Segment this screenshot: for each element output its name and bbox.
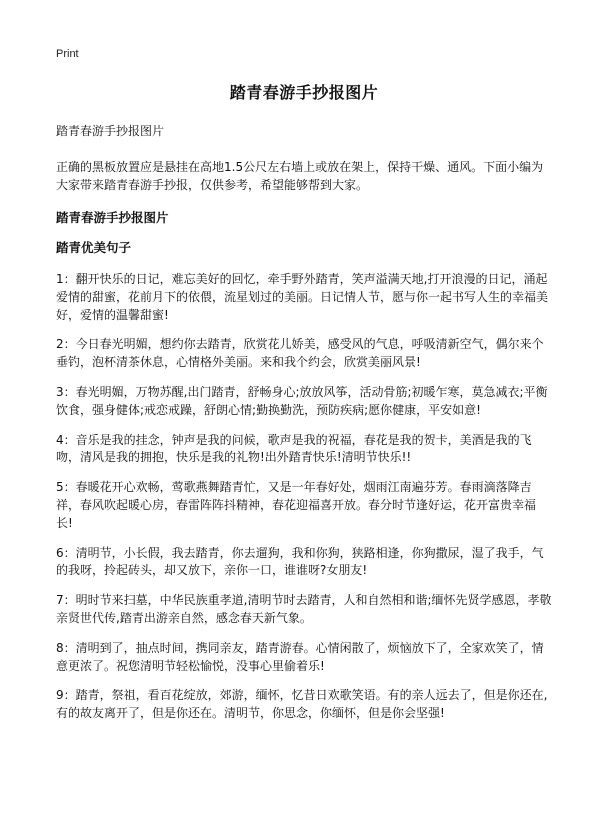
- section-heading: 踏青春游手抄报图片: [56, 210, 169, 225]
- list-item: 1：翻开快乐的日记，难忘美好的回忆，牵手野外踏青，笑声溢满天地,打开浪漫的日记，涌起爱情的甜蜜，花前月下的依偎，流星划过的美丽。日记情人节，愿与你一起书写人生的幸福美好，爱情的温馨甜蜜!: [56, 272, 549, 322]
- list-item: 3：春光明媚，万物苏醒,出门踏青，舒畅身心;放放风筝，活动骨筋;初暖乍寒，莫急减衣;平衡饮食，强身健体;戒恋戒躁，舒朗心情;勤换勤洗，预防疾病;愿你健康，平安如意!: [56, 384, 548, 417]
- list-item: 6：清明节，小长假，我去踏青，你去遛狗，我和你狗，狭路相逢，你狗撒尿，湿了我手，气的我呀，拎起砖头，却又放下，亲你一口，谁谁呀?女朋友!: [56, 545, 544, 578]
- print-link[interactable]: Print: [56, 48, 79, 60]
- list-item: 9：踏青，祭祖，看百花绽放，郊游，缅怀，忆昔日欢歌笑语。有的亲人远去了，但是你还在,有的故友离开了，但是你还在。清明节，你思念，你缅怀，但是你会坚强!: [56, 688, 548, 721]
- list-item: 5：春暖花开心欢畅，莺歌燕舞踏青忙，又是一年春好处，烟雨江南遍芬芳。春雨滴落降吉祥，春风吹起暖心房，春雷阵阵抖精神，春花迎福喜开放。春分时节逢好运，花开富贵幸福长!: [56, 480, 537, 530]
- sentence-list: [56, 271, 552, 723]
- intro-paragraph: 正确的黑板放置应是悬挂在高地1.5公尺左右墙上或放在架上，保持干燥、通风。下面小编为大家带来踏青春游手抄报，仅供参考，希望能够帮到大家。: [56, 160, 544, 192]
- list-item: 2：今日春光明媚，想约你去踏青，欣赏花儿娇美，感受风的气息，呼吸清新空气，偶尔来个垂钓，泡杯清茶休息，心情格外美丽。来和我个约会，欣赏美丽风景!: [56, 337, 544, 370]
- list-item: 4：音乐是我的挂念，钟声是我的问候，歌声是我的祝福，春花是我的贺卡，美酒是我的飞吻，清风是我的拥抱，快乐是我的礼物!出外踏青快乐!清明节快乐!!: [56, 432, 532, 465]
- page-title: 踏青春游手抄报图片: [229, 83, 379, 102]
- article-subtitle: 踏青春游手抄报图片: [56, 124, 165, 138]
- list-item: 8：清明到了，抽点时间，携同亲友，踏青游春。心情闲散了，烦恼放下了，全家欢笑了，情意更浓了。祝您清明节轻松愉悦，没事心里偷着乐!: [56, 640, 544, 673]
- article: [56, 82, 552, 735]
- subsection-heading: 踏青优美句子: [56, 240, 132, 255]
- list-item: 7：明时节来扫墓，中华民族重孝道,清明节时去踏青，人和自然相和谐;缅怀先贤学感恩，孝敬亲贤世代传,踏青出游亲自然，感念春天新气象。: [56, 593, 552, 625]
